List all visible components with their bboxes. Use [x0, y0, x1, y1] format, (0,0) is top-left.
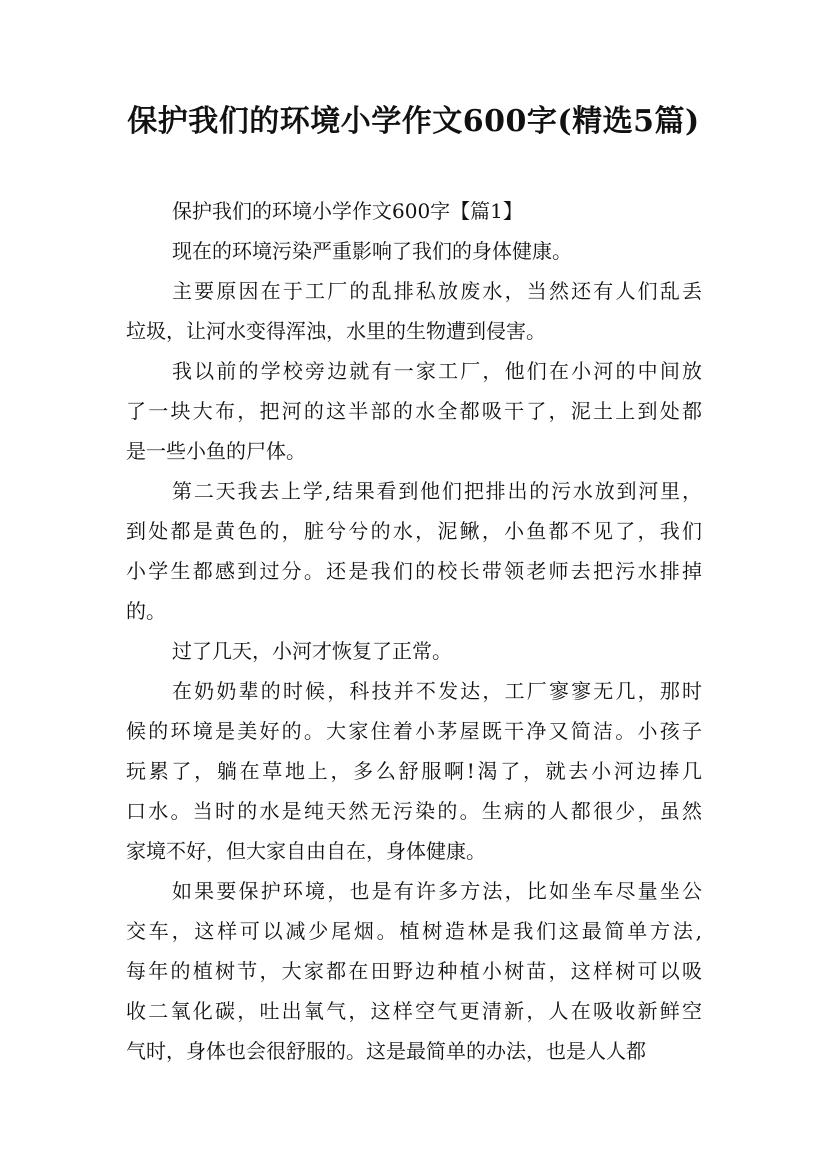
paragraph	[126, 351, 702, 471]
paragraph-line: 保护我们的环境小学作文600字【篇1】	[172, 199, 523, 223]
paragraph-line: 垃圾，让河水变得浑浊，水里的生物遭到侵害。	[126, 319, 546, 343]
paragraph-line: 小学生都感到过分。还是我们的校长带领老师去把污水排掉	[126, 559, 702, 583]
paragraph	[126, 631, 702, 671]
paragraph-line: 玩累了，躺在草地上，多么舒服啊!渴了，就去小河边捧几	[126, 759, 702, 783]
paragraph-line: 气时，身体也会很舒服的。这是最简单的办法，也是人人都	[126, 1039, 646, 1063]
paragraph-line: 家境不好，但大家自由自在，身体健康。	[126, 839, 486, 863]
paragraph-line: 如果要保护环境，也是有许多方法，比如坐车尽量坐公	[172, 879, 702, 903]
paragraph-line: 第二天我去上学,结果看到他们把排出的污水放到河里，	[172, 479, 702, 503]
paragraph	[126, 671, 702, 871]
document-title: 保护我们的环境小学作文600字(精选5篇)	[127, 104, 700, 139]
paragraph-line: 口水。当时的水是纯天然无污染的。生病的人都很少，虽然	[126, 799, 702, 823]
paragraph	[126, 191, 702, 231]
paragraph-line: 主要原因在于工厂的乱排私放废水，当然还有人们乱丢	[172, 279, 702, 303]
paragraph-line: 是一些小鱼的尸体。	[126, 439, 306, 463]
document-body	[126, 191, 702, 1071]
paragraph-line: 的。	[126, 599, 166, 623]
paragraph-line: 现在的环境污染严重影响了我们的身体健康。	[172, 239, 572, 263]
paragraph-line: 我以前的学校旁边就有一家工厂，他们在小河的中间放	[172, 359, 702, 383]
paragraph-line: 每年的植树节，大家都在田野边种植小树苗，这样树可以吸	[126, 959, 702, 983]
paragraph-line: 到处都是黄色的，脏兮兮的水，泥鳅，小鱼都不见了，我们	[126, 519, 702, 543]
paragraph	[126, 271, 702, 351]
paragraph	[126, 871, 702, 1071]
paragraph-line: 了一块大布，把河的这半部的水全都吸干了，泥土上到处都	[126, 399, 702, 423]
paragraph-line: 候的环境是美好的。大家住着小茅屋既干净又简洁。小孩子	[126, 719, 702, 743]
paragraph	[126, 231, 702, 271]
paragraph-line: 过了几天，小河才恢复了正常。	[172, 639, 452, 663]
paragraph-line: 在奶奶辈的时候，科技并不发达，工厂寥寥无几，那时	[172, 679, 702, 703]
paragraph-line: 交车，这样可以减少尾烟。植树造林是我们这最简单方法,	[126, 919, 702, 943]
paragraph	[126, 471, 702, 631]
paragraph-line: 收二氧化碳，吐出氧气，这样空气更清新，人在吸收新鲜空	[126, 999, 702, 1023]
